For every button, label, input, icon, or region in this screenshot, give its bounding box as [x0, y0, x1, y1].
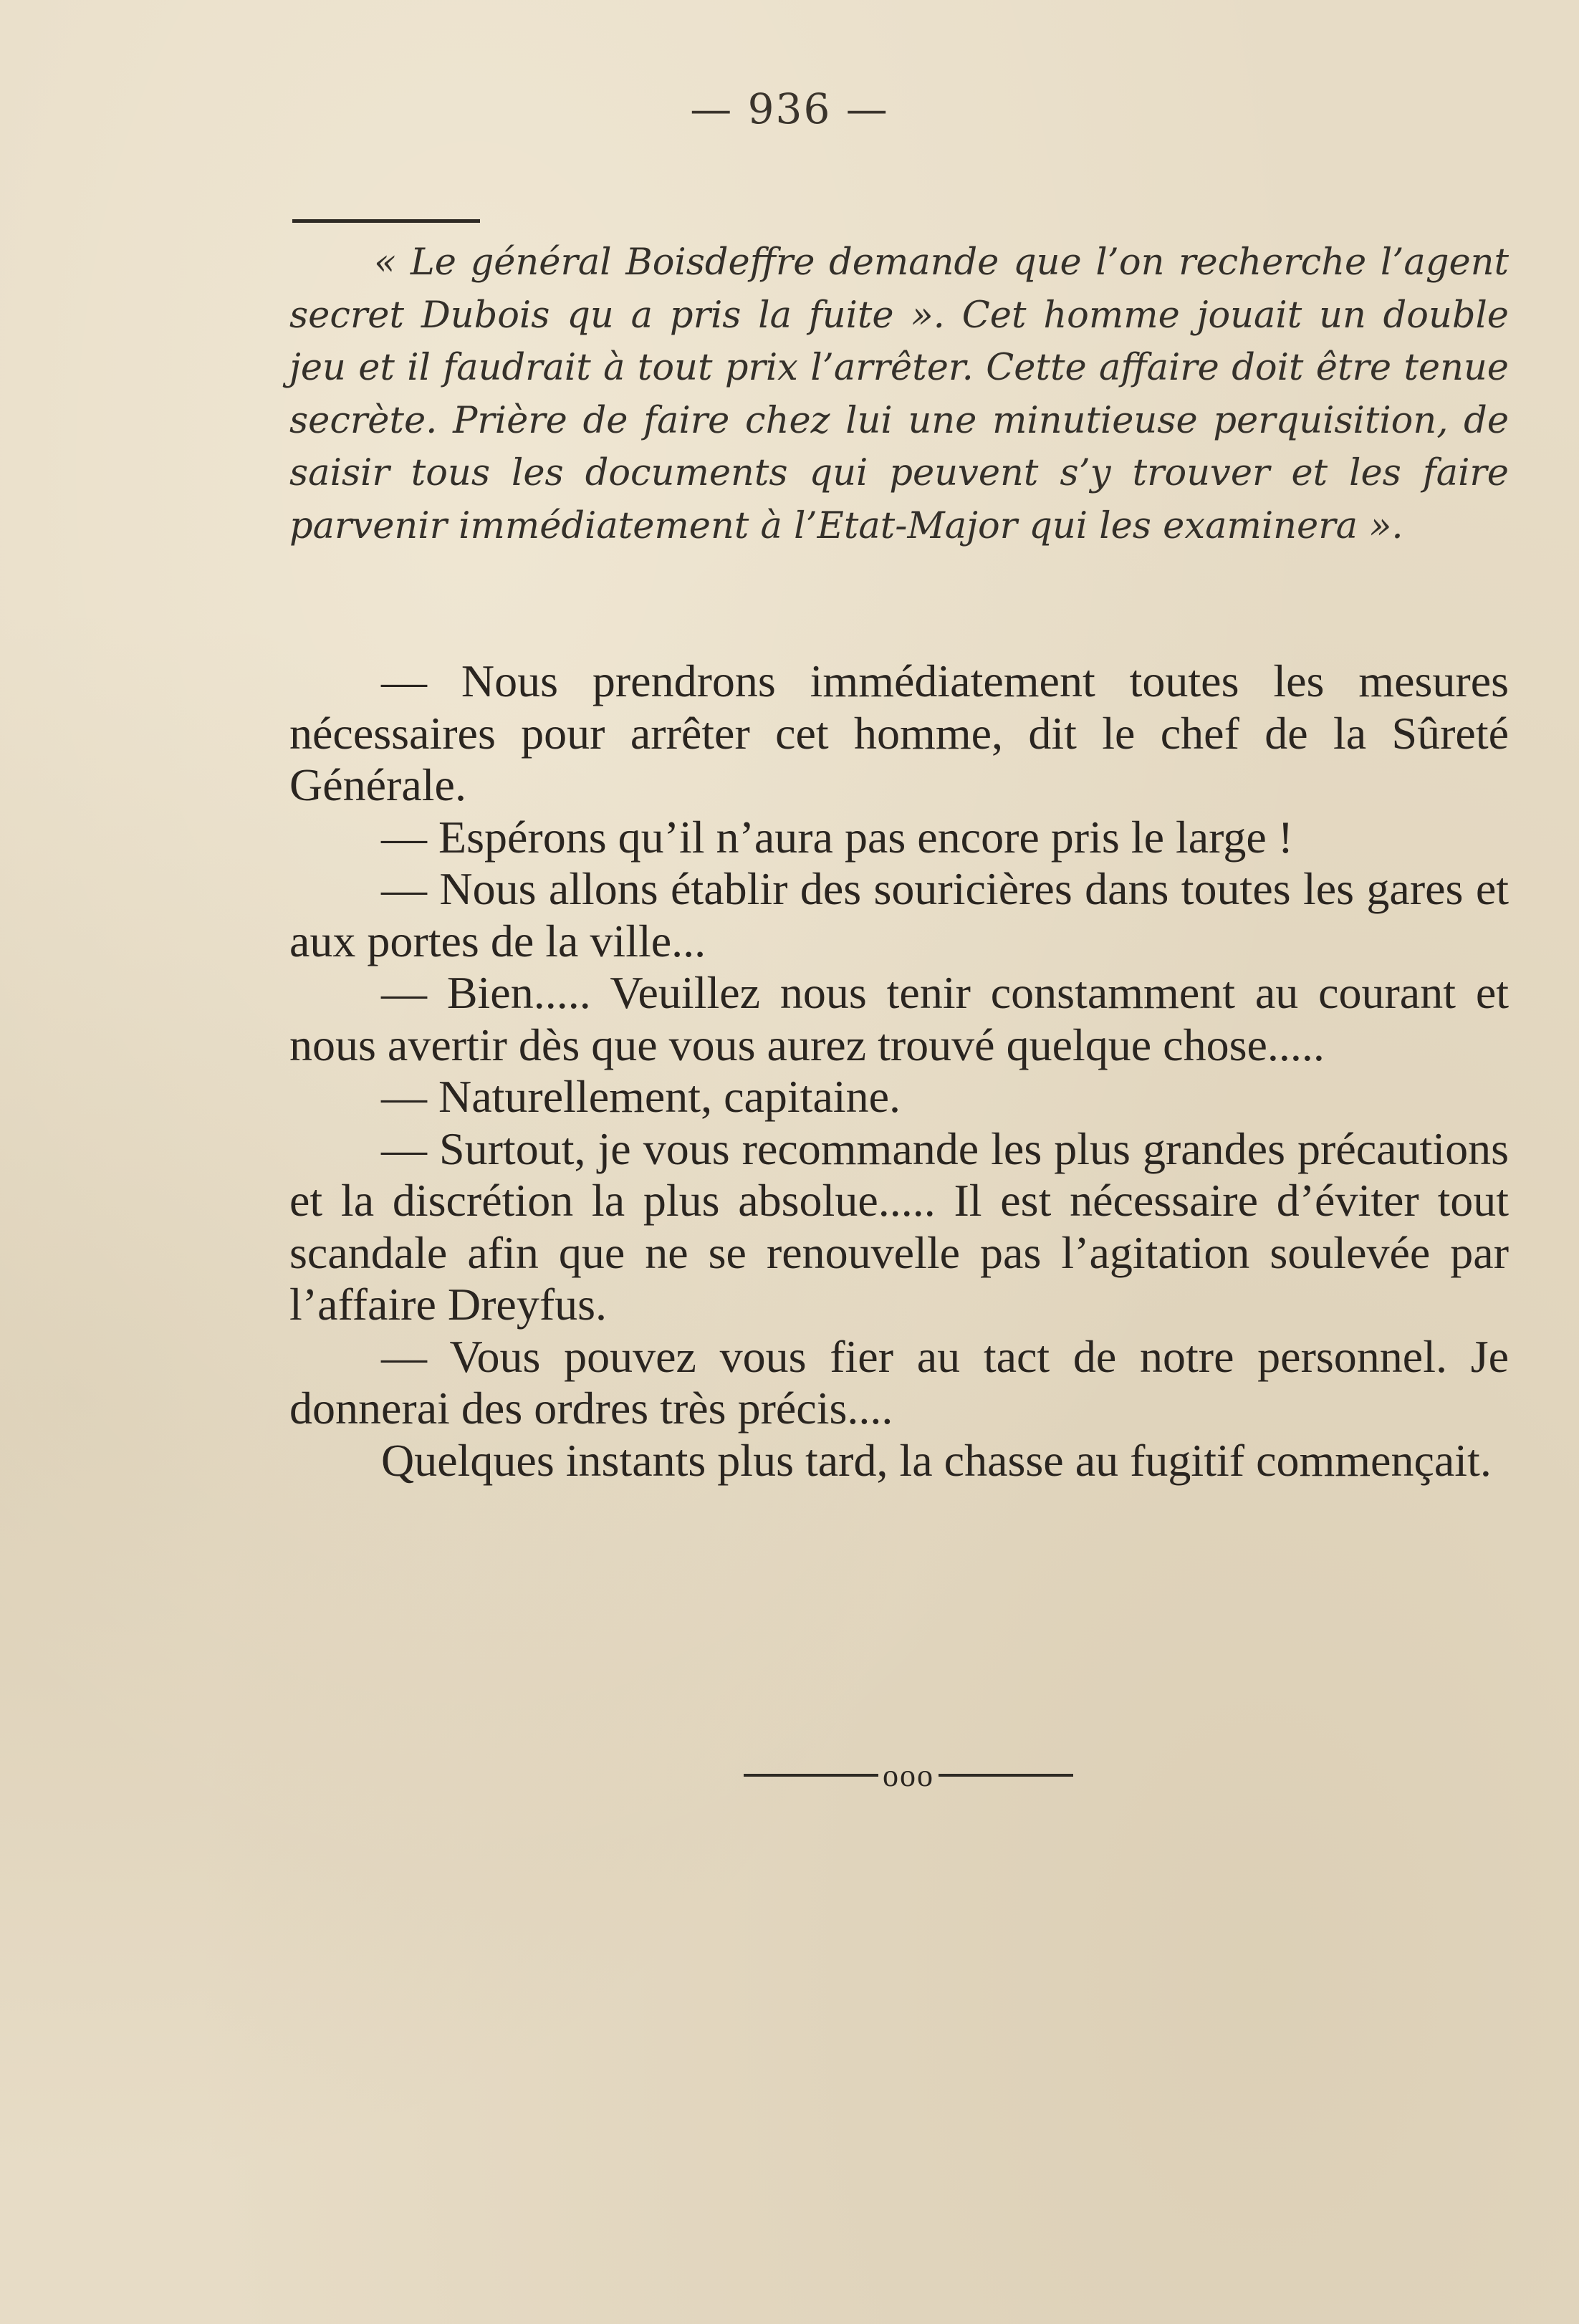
page-number: — 936 — — [690, 85, 889, 133]
dialogue-paragraph: — Bien..... Veuillez nous tenir constamment au courant et nous avertir dès que vous aurez trouvé quelque chose..... — [289, 967, 1509, 1070]
quote-paragraph: « Le général Boisdeffre demande que l’on recherche l’agent secret Dubois qu a pris la fuite ». Cet homme jouait un double jeu et il faudrait à tout prix l’arrêter. Cette affaire doit être tenue secrète. Prière de faire chez lui une minutieuse perquisition, de saisir tous les documents qui peuvent s’y trouver et les faire parvenir immédiatement à l’Etat-Major qui les examinera ». — [289, 241, 1509, 547]
dialogue-section — [289, 656, 1509, 1487]
dialogue-paragraph: — Surtout, je vous recommande les plus grandes précautions et la discrétion la plus absolue..... Il est nécessaire d’éviter tout scandale afin que ne se renouvelle pas l’agitation soulevée par l’affaire Dreyfus. — [289, 1123, 1509, 1330]
dialogue-paragraph: — Vous pouvez vous fier au tact de notre personnel. Je donnerai des ordres très précis.... — [289, 1330, 1509, 1434]
ornament-line-left — [744, 1774, 878, 1777]
header-rule — [292, 219, 480, 223]
end-ornament — [744, 1754, 1073, 1797]
ornament-text: ooo — [883, 1757, 934, 1793]
ornament-line-right — [939, 1774, 1073, 1777]
dialogue-paragraph: — Naturellement, capitaine. — [381, 1071, 901, 1122]
dialogue-paragraph: — Nous prendrons immédiatement toutes les mesures nécessaires pour arrêter cet homme, dit le chef de la Sûreté Générale. — [289, 656, 1509, 810]
dialogue-paragraph: Quelques instants plus tard, la chasse au fugitif commençait. — [381, 1434, 1492, 1486]
dialogue-paragraph: — Espérons qu’il n’aura pas encore pris le large ! — [381, 811, 1294, 863]
telegram-quote — [289, 236, 1509, 552]
dialogue-paragraph: — Nous allons établir des souricières dans toutes les gares et aux portes de la ville... — [289, 863, 1509, 966]
